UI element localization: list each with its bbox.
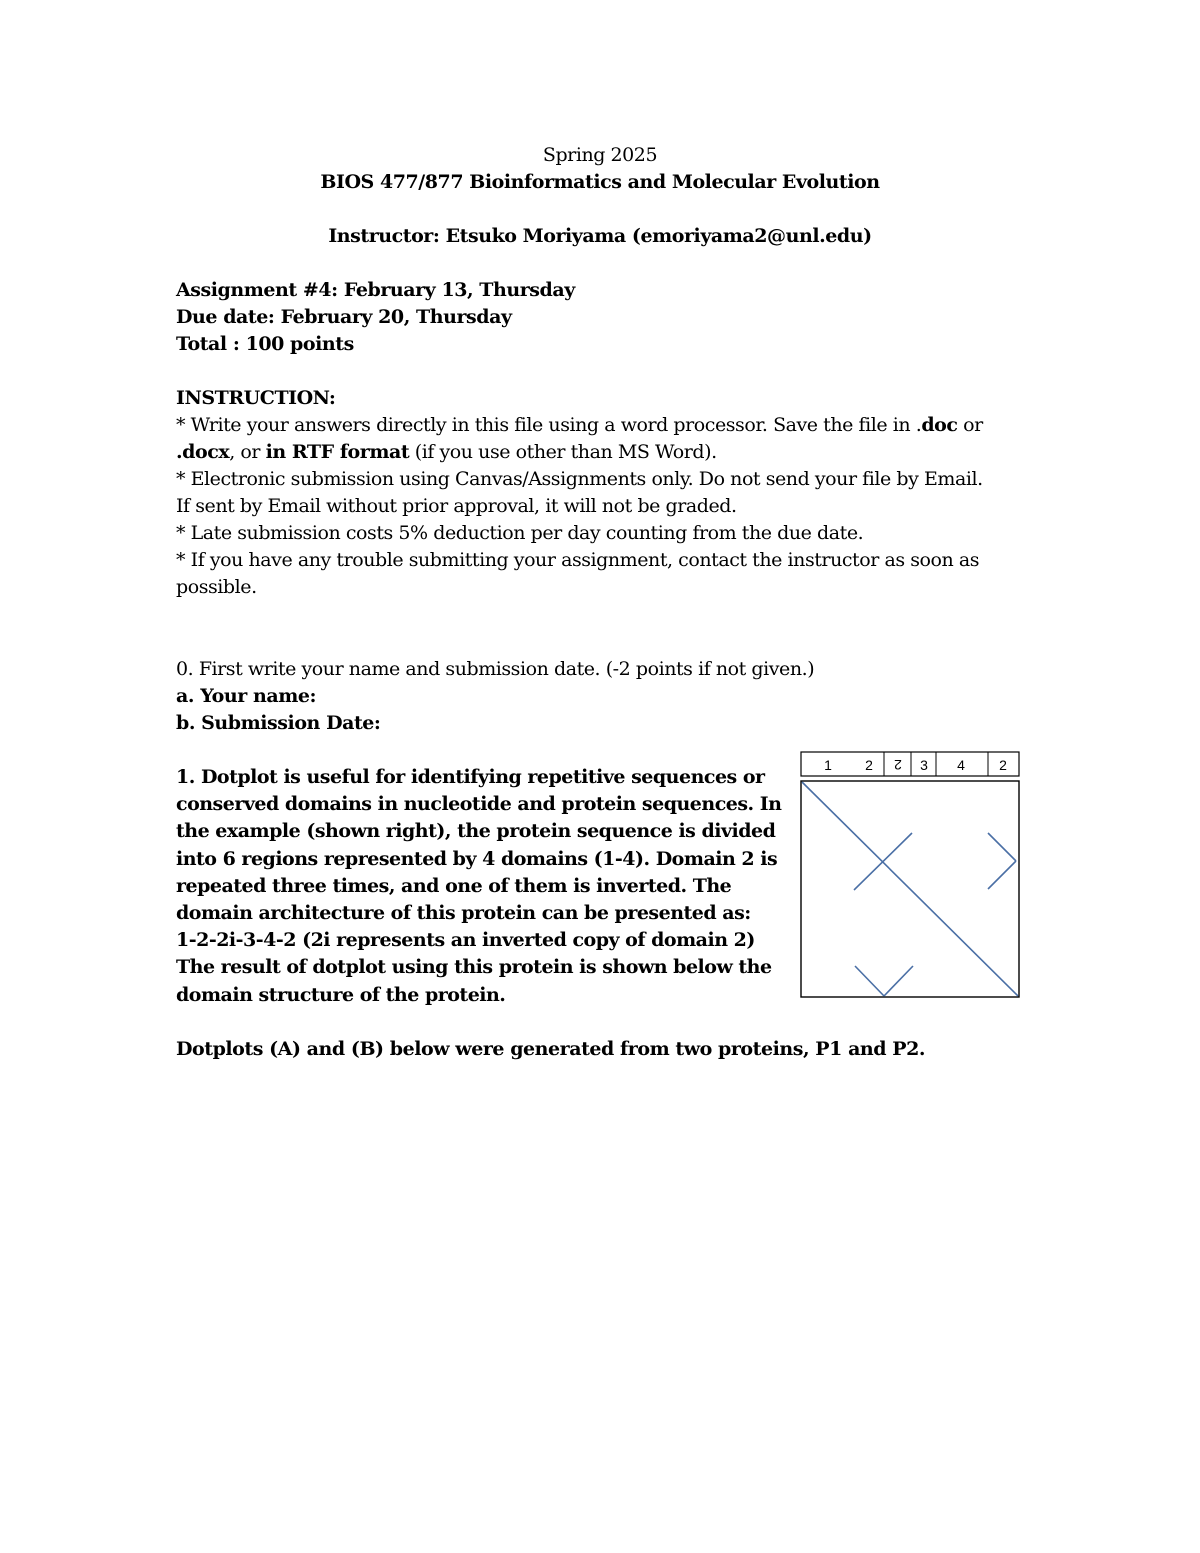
assignment-title: Assignment #4: February 13, Thursday (176, 279, 575, 301)
domain-bar (801, 752, 1019, 776)
domain-label: 2 (865, 757, 873, 773)
domain-label: 1 (824, 757, 832, 773)
example-dotplot-figure (800, 750, 1022, 1000)
question-0-prompt: 0. First write your name and submission date. (-2 points if not given.) (176, 658, 815, 680)
term-heading: Spring 2025 (542, 144, 658, 166)
instruction-line-2: .docx, or in RTF format (if you use other than MS Word). (176, 441, 717, 463)
question-1-line: domain structure of the protein. (176, 983, 506, 1006)
question-1-line: 1-2-2i-3-4-2 (2i represents an inverted copy of domain 2) (176, 929, 755, 952)
due-date: Due date: February 20, Thursday (176, 306, 512, 328)
question-1-line: 1. Dotplot is useful for identifying repetitive sequences or (176, 766, 765, 788)
repeat-line (988, 833, 1016, 861)
domain-label: 3 (920, 757, 928, 773)
question-1-line: the example (shown right), the protein sequence is divided (176, 820, 776, 843)
instruction-heading: INSTRUCTION: (176, 387, 336, 409)
instruction-line-1: * Write your answers directly in this file using a word processor. Save the file in .doc or (176, 414, 983, 436)
repeat-line (855, 966, 884, 996)
instruction-line-3: * Electronic submission using Canvas/Assignments only. Do not send your file by Email. (176, 468, 983, 490)
domain-label: 2 (999, 757, 1007, 773)
inverted-repeat-line (988, 861, 1016, 889)
dotplot-lines (802, 782, 1018, 996)
domain-label: 4 (957, 757, 965, 773)
name-label: a. Your name: (176, 685, 317, 707)
instructor-line: Instructor: Etsuko Moriyama (emoriyama2@unl.edu) (328, 225, 872, 247)
question-1-line: conserved domains in nucleotide and protein sequences. In (176, 793, 782, 816)
question-1-line: into 6 regions represented by 4 domains (1-4). Domain 2 is (176, 847, 778, 870)
inverted-repeat-line (884, 966, 913, 996)
question-1-text (176, 764, 782, 1009)
instruction-line-7: possible. (176, 576, 257, 598)
instruction-line-5: * Late submission costs 5% deduction per day counting from the due date. (176, 522, 864, 544)
main-diagonal (802, 782, 1018, 996)
domain-label-inverted: 2 (894, 757, 902, 773)
question-1-line: repeated three times, and one of them is inverted. The (176, 874, 732, 897)
instruction-line-4: If sent by Email without prior approval, it will not be graded. (176, 495, 737, 517)
submission-date-label: b. Submission Date: (176, 712, 381, 734)
course-title: BIOS 477/877 Bioinformatics and Molecular Evolution (320, 171, 880, 193)
instruction-line-6: * If you have any trouble submitting your assignment, contact the instructor as soon as (176, 549, 980, 571)
total-points: Total : 100 points (176, 333, 354, 355)
question-1-followup: Dotplots (A) and (B) below were generated from two proteins, P1 and P2. (176, 1038, 926, 1060)
question-1-line: domain architecture of this protein can be presented as: (176, 902, 751, 925)
question-1-line: The result of dotplot using this protein is shown below the (176, 956, 772, 979)
